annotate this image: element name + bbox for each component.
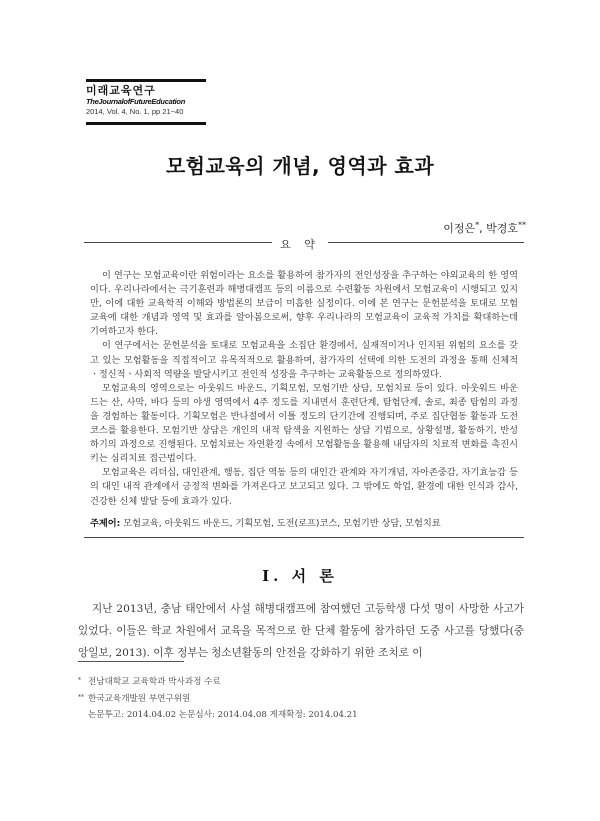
footnote-text: 전남대학교 교육학과 박사과정 수료 <box>88 677 221 687</box>
journal-title: 미래교육연구 <box>86 84 156 97</box>
body-paragraph: 지난 2013년, 충남 태안에서 사설 해병대캠프에 참여했던 고등학생 다섯 명이 사망한 사고가 있었다. 이들은 학교 차원에서 교육을 목적으로 한 단체 활동에 참가하던 도중 사고를 당했다(중앙일보, 2013). 이후 정부는 청소년활동의 안전을 강화하기 위한 조치로 이 <box>78 603 524 659</box>
footnote-mark: * <box>78 677 81 684</box>
abstract-paragraph: 모험교육의 영역으로는 아웃워드 바운드, 기획모험, 모험기반 상담, 모험치료 등이 있다. 아웃워드 바운드는 산, 사막, 바다 등의 야생 영역에서 4주 정도를 지내면서 훈련단계, 탐험단계, 솔로, 최종 탐험의 과정을 경험하는 활동이다. 기획모험은 반나절에서 이틀 정도의 단기간에 진행되며, 주로 집단협동 활동과 도전코스를 활용한다. 모험기반 상담은 개인의 내적 탐색을 지원하는 상담 기법으로, 상황설명, 활동하기, 반성하기의 과정으로 진행된다. 모험치료는 자연환경 속에서 모험활동을 활용해 내담자의 치료적 변화를 촉진시키는 심리치료 접근법이다. <box>90 382 518 465</box>
section-title: Ⅰ. 서 론 <box>262 567 338 585</box>
abstract-heading-label: 요 약 <box>272 238 328 251</box>
footnote-rule <box>78 661 184 662</box>
footnote <box>78 690 538 707</box>
author-mark: * <box>475 220 480 230</box>
journal-english-title: TheJournalofFutureEducation <box>86 97 185 106</box>
footnote-text: 한국교육개발원 부연구위원 <box>88 694 191 704</box>
abstract-paragraph: 모험교육은 리더십, 대인관계, 행동, 집단 역동 등의 대인간 관계와 자기개념, 자아존중감, 자기효능감 등의 대인 내적 관계에서 긍정적 변화를 가져온다고 보고되고 있다. 그 밖에도 학업, 환경에 대한 인식과 감사, 건강한 신체 발달 등에 효과가 있다. <box>90 467 518 507</box>
body-text <box>78 598 524 664</box>
keywords <box>90 515 518 529</box>
abstract-paragraph: 이 연구는 모험교육이란 위험이라는 요소를 활용하여 참가자의 전인성장을 추구하는 야외교육의 한 영역이다. 우리나라에서는 극기훈련과 해병대캠프 등의 이름으로 수련활동 차원에서 모험교육이 시행되고 있지만, 이에 대한 교육학적 이해와 방법론의 보급이 미흡한 실정이다. 이에 본 연구는 문헌분석을 토대로 모험교육에 대한 개념과 영역 및 효과를 알아봄으로써, 향후 우리나라의 모험교육이 교육적 가치를 확대하는데 기여하고자 한다. <box>90 270 518 338</box>
abstract-heading <box>0 236 600 252</box>
journal-header <box>86 79 206 125</box>
author-name: 이정은 <box>443 222 476 235</box>
footnotes <box>78 673 538 723</box>
keywords-label: 주제어: <box>90 518 121 529</box>
keywords-list: 모험교육, 아웃워드 바운드, 기획모험, 도전(로프)코스, 모험기반 상담, 모험치료 <box>123 518 441 529</box>
paper-title: 모험교육의 개념, 영역과 효과 <box>165 154 435 178</box>
abstract-paragraph: 이 연구에서는 문헌분석을 토대로 모험교육을 소집단 환경에서, 실재적이거나 인지된 위험의 요소를 갖고 있는 모험활동을 직접적이고 유목적적으로 활용하며, 참가자의 선택에 의한 도전의 과정을 통해 신체적ㆍ정신적ㆍ사회적 역량을 발달시키고 전인적 성장을 추구하는 교육활동으로 정의하였다. <box>90 340 518 380</box>
journal-volume: 2014, Vol. 4, No. 1, pp 21~40 <box>86 107 184 116</box>
author-mark: ** <box>518 220 526 230</box>
authors: 이정은*, 박경호** <box>443 220 526 235</box>
abstract-bottom-rule <box>84 537 524 538</box>
abstract-body <box>90 269 518 509</box>
footnote-dates <box>78 707 538 723</box>
footnote <box>78 673 538 690</box>
footnote-mark: ** <box>78 694 84 701</box>
author-name: 박경호 <box>486 222 518 235</box>
footnote-text: 논문투고: 2014.04.02 논문심사: 2014.04.08 게재확정: 2014.04.21 <box>88 710 358 720</box>
